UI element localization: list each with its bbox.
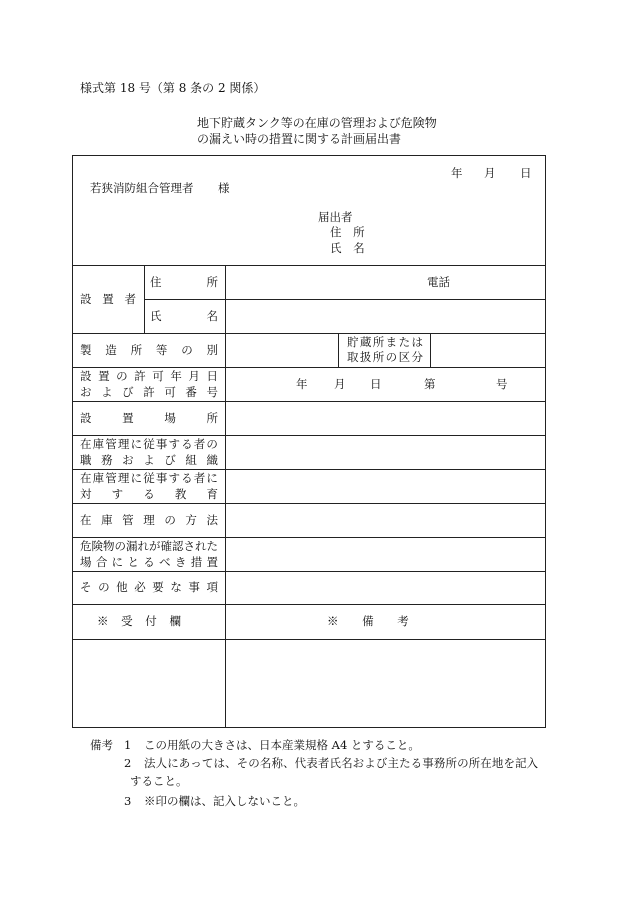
col-divider [338, 333, 339, 367]
installer-address-label: 住 所 [150, 275, 218, 289]
applicant-address-label: 住 所 [330, 225, 365, 239]
row-divider [72, 639, 546, 640]
row-divider [72, 537, 546, 538]
note-3-text: ※印の欄は、記入しないこと。 [144, 794, 305, 808]
education-label-2: 対 す る 教 育 [80, 487, 218, 501]
row-divider [72, 333, 546, 334]
col-divider [144, 265, 145, 333]
row-divider [72, 367, 546, 368]
note-2-text-continued: すること。 [130, 774, 188, 788]
row-divider [72, 469, 546, 470]
location-label: 設 置 場 所 [80, 411, 218, 425]
notes-label: 備考 [90, 738, 113, 752]
reception-column-header: ※ 受 付 欄 [97, 614, 181, 628]
staff-label-1: 在 庫 管 理 に 従 事 す る 者 の [80, 437, 218, 451]
date-year: 年 [451, 166, 463, 180]
education-label-1: 在 庫 管 理 に 従 事 す る 者 に [80, 471, 218, 485]
permit-day: 日 [370, 377, 382, 391]
permit-label-1: 設 置 の 許 可 年 月 日 [80, 369, 218, 383]
leak-measures-label-2: 場 合 に と る べ き 措 置 [80, 555, 218, 569]
note-2-number: 2 [124, 756, 132, 770]
applicant-label: 届出者 [318, 210, 353, 224]
facility-type-label: 製 造 所 等 の 別 [80, 343, 218, 357]
row-divider [144, 299, 546, 300]
permit-number-prefix: 第 [424, 377, 436, 391]
storage-class-label-2: 取 扱 所 の 区 分 [347, 350, 423, 364]
other-matters-label: そ の 他 必 要 な 事 項 [80, 580, 218, 594]
installer-label: 設 置 者 [80, 292, 136, 306]
installer-phone-label: 電話 [427, 275, 450, 289]
date-month: 月 [484, 166, 496, 180]
form-title-line-1: 地下貯蔵タンク等の在庫の管理および危険物 [197, 116, 437, 130]
note-1-number: 1 [124, 738, 132, 752]
row-divider [72, 503, 546, 504]
installer-name-label: 氏 名 [150, 309, 218, 323]
permit-number-suffix: 号 [496, 377, 508, 391]
col-divider [225, 604, 226, 728]
row-divider [72, 401, 546, 402]
leak-measures-label-1: 危 険 物 の 漏 れ が 確 認 さ れ た [80, 539, 218, 553]
row-divider [72, 435, 546, 436]
permit-label-2: お よ び 許 可 番 号 [80, 385, 218, 399]
inventory-method-label: 在 庫 管 理 の 方 法 [80, 513, 218, 527]
remarks-column-header: ※ 備 考 [327, 614, 409, 628]
form-number: 様式第 18 号（第 8 条の 2 関係） [80, 81, 266, 95]
permit-year: 年 [296, 377, 308, 391]
permit-month: 月 [334, 377, 346, 391]
note-2-text: 法人にあっては、その名称、代表者氏名および主たる事務所の所在地を記入 [144, 756, 539, 770]
staff-label-2: 職 務 お よ び 組 織 [80, 453, 218, 467]
note-3-number: 3 [124, 794, 132, 808]
addressee-suffix: 様 [218, 181, 230, 195]
col-divider [430, 333, 431, 367]
col-divider [225, 265, 226, 605]
date-day: 日 [520, 166, 532, 180]
receipt-divider [72, 604, 546, 605]
note-1-text: この用紙の大きさは、日本産業規格 A4 とすること。 [144, 738, 420, 752]
form-title-line-2: の漏えい時の措置に関する計画届出書 [197, 132, 402, 146]
addressee: 若狭消防組合管理者 [90, 181, 194, 195]
storage-class-label-1: 貯 蔵 所 ま た は [347, 335, 423, 349]
row-divider [72, 571, 546, 572]
applicant-name-label: 氏 名 [330, 241, 365, 255]
